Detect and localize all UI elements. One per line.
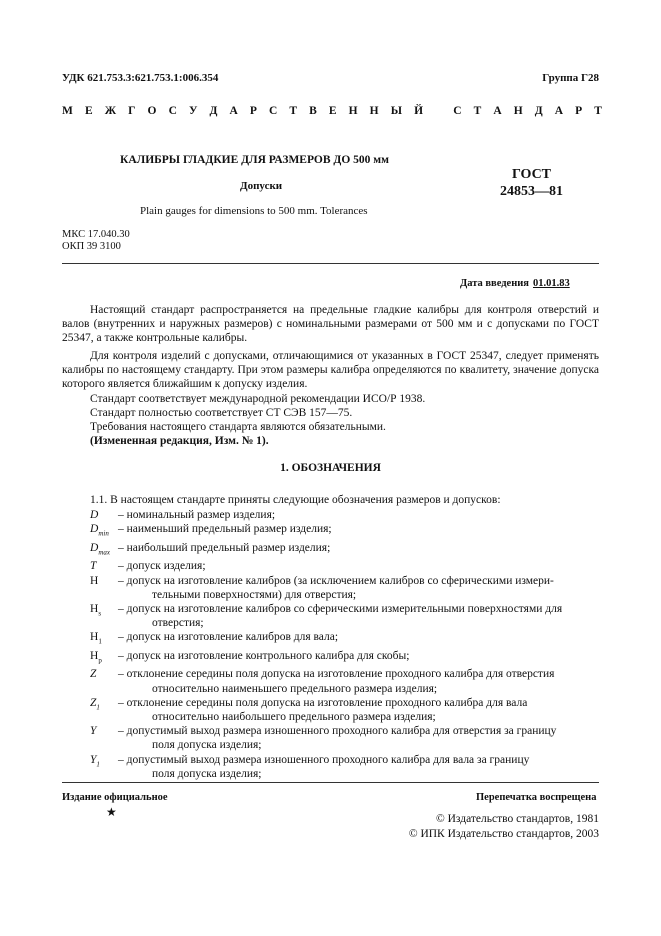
symbol-base: H [90,574,99,587]
symbol-base: H [90,603,99,616]
symbol-base: T [90,560,97,573]
banner-letter: Р [249,105,257,117]
symbol-base: Y [90,725,97,738]
definition-item [90,574,599,602]
definitions-intro: 1.1. В настоящем стандарте приняты следующие обозначения размеров и допусков: [90,494,501,506]
banner-letter: С [453,105,462,117]
star-icon: ★ [106,805,117,819]
banner-letter: С [269,105,278,117]
gost-designation [500,166,563,200]
standard-subtitle: Допуски [240,180,283,192]
definition-symbol [90,630,118,649]
definition-text [118,649,599,663]
banner-letter: Д [209,105,218,117]
banner-letter: Н [513,105,523,117]
paragraph-scope: Настоящий стандарт распространяется на предельные гладкие калибры для контроля отверстий и валов (внутренних и наружных размеров) с номинальными размерами от 500 мм и с допусками по ГОСТ 25347, а также контрольные калибры. [62,304,599,345]
banner-letter: Д [534,105,543,117]
definition-line: – наибольший предельный размер изделия; [118,541,331,554]
definition-text [118,522,599,536]
symbol-subscript: min [98,529,109,538]
definition-text [118,559,599,573]
udk-code: УДК 621.753.3:621.753.1:006.354 [62,72,219,84]
banner-letter: Н [348,105,358,117]
paragraph-amendment: (Измененная редакция, Изм. № 1). [90,435,269,447]
symbol-base: Z [90,696,97,709]
definition-item [90,559,599,573]
banner-letter: Й [414,105,424,117]
banner-letter: Е [84,105,93,117]
symbol-subscript: 1 [96,703,100,712]
banner-letter: Т [594,105,602,117]
definition-text [118,630,599,644]
definition-symbol [90,602,118,621]
introduction-date-value: 01.01.83 [532,278,570,289]
symbol-base: Y [90,753,97,766]
definition-line: – наименьший предельный размер изделия; [118,523,332,536]
definition-text [118,574,599,602]
banner-letter: А [493,105,502,117]
definition-symbol [90,753,118,772]
banner-letter: В [309,105,317,117]
paragraph-iso: Стандарт соответствует международной рекомендации ИСО/Р 1938. [90,393,426,405]
official-edition: Издание официальное [62,792,168,803]
copyright-block [409,812,599,842]
banner-letter: Т [289,105,298,117]
definition-symbol [90,649,118,668]
definition-continuation: поля допуска изделия; [152,739,262,752]
standard-title: КАЛИБРЫ ГЛАДКИЕ ДЛЯ РАЗМЕРОВ ДО 500 мм [120,154,389,166]
definition-symbol [90,559,118,573]
definition-item [90,602,599,630]
definition-line: – допуск изделия; [118,560,206,573]
definition-continuation: поля допуска изделия; [152,767,262,780]
definitions-list [90,493,599,781]
banner-letter: А [554,105,564,117]
symbol-subscript: p [98,656,102,665]
definition-continuation: относительно наименьшего предельного размера изделия; [152,682,438,695]
banner-letter [435,105,441,117]
definition-line: – допуск на изготовление калибров (за исключением калибров со сферическими измери- [118,574,554,587]
standard-title-english: Plain gauges for dimensions to 500 mm. Tolerances [140,205,368,217]
definition-symbol [90,724,118,738]
definition-text [118,541,599,555]
definition-text [118,602,599,630]
definition-item [90,667,599,695]
section-title: 1. ОБОЗНАЧЕНИЯ [280,462,381,474]
paragraph-application: Для контроля изделий с допусками, отличающимися от указанных в ГОСТ 25347, следует применять калибры по настоящему стандарту. При этом размеры калибра определяются по квалитету, значение допуска которого является ближайшим к допуску изделия. [62,350,599,391]
definition-line: – допустимый выход размера изношенного проходного калибра для отверстия за границу [118,725,557,738]
group-code: Группа Г28 [542,72,599,84]
definition-item [90,724,599,752]
copyright-2003: © ИПК Издательство стандартов, 2003 [408,828,599,840]
symbol-subscript: max [98,548,110,557]
definition-text [118,508,599,522]
definition-line: – отклонение середины поля допуска на изготовление проходного калибра для отверстия [118,668,555,681]
definition-symbol [90,696,118,715]
banner-letter: А [229,105,238,117]
paragraph-sev: Стандарт полностью соответствует СТ СЭВ 157—75. [90,407,353,419]
symbol-base: D [90,523,99,536]
banner-letter: Ж [104,105,117,117]
definition-line: – отклонение середины поля допуска на изготовление проходного калибра для вала [118,696,528,709]
definition-symbol [90,522,118,541]
definition-symbol [90,667,118,681]
banner-letter: Г [128,105,136,117]
definition-symbol [90,508,118,522]
definition-text [118,667,599,695]
definition-item [90,522,599,541]
symbol-base: H [90,631,99,644]
definition-line: – допуск на изготовление контрольного калибра для скобы; [118,649,410,662]
symbol-subscript: 1 [96,759,100,768]
symbol-base: Z [90,668,97,681]
header-rule [62,263,599,264]
reprint-notice: Перепечатка воспрещена [476,792,597,803]
symbol-subscript: 1 [98,637,102,646]
gost-label: ГОСТ [511,167,552,182]
definition-item [90,541,599,560]
definition-item [90,630,599,649]
banner-letter: М [62,105,73,117]
definition-continuation: относительно наибольшего предельного размера изделия; [152,711,436,724]
introduction-date-label: Дата введения [460,278,529,289]
footer-rule [62,782,599,783]
banner-letter: Ы [390,105,402,117]
definition-item [90,508,599,522]
symbol-base: H [90,649,99,662]
gost-number: 24853—81 [500,184,563,199]
definition-text [118,724,599,752]
definition-symbol [90,541,118,560]
classification-codes [62,229,130,253]
definition-item [90,696,599,724]
banner-letter: О [147,105,157,117]
banner-letter: Т [473,105,482,117]
definition-item [90,753,599,781]
banner-letter: С [168,105,177,117]
copyright-1981: © Издательство стандартов, 1981 [435,813,599,825]
symbol-subscript: s [98,609,102,618]
definition-item [90,649,599,668]
definition-line: – допуск на изготовление калибров со сферическими измерительными поверхностями для [118,603,563,616]
banner-letter: У [188,105,198,117]
symbol-base: D [90,541,99,554]
mks-code: МКС 17.040.30 [62,229,130,240]
paragraph-mandatory: Требования настоящего стандарта являются обязательными. [90,421,386,433]
definition-line: – допуск на изготовление калибров для вала; [118,631,339,644]
banner-letter: Е [328,105,337,117]
definition-continuation: отверстия; [152,617,204,630]
definition-continuation: тельными поверхностями) для отверстия; [152,588,357,601]
definition-line: – допустимый выход размера изношенного проходного калибра для вала за границу [118,753,530,766]
definition-symbol [90,574,118,588]
definition-text [118,696,599,724]
symbol-base: D [90,509,99,522]
definition-line: – номинальный размер изделия; [118,509,276,522]
okp-code: ОКП 39 3100 [62,241,121,252]
banner-letter: Р [575,105,583,117]
banner-letter: Н [369,105,379,117]
introduction-date [460,278,570,289]
interstate-standard-banner [62,105,602,117]
definition-text [118,753,599,781]
